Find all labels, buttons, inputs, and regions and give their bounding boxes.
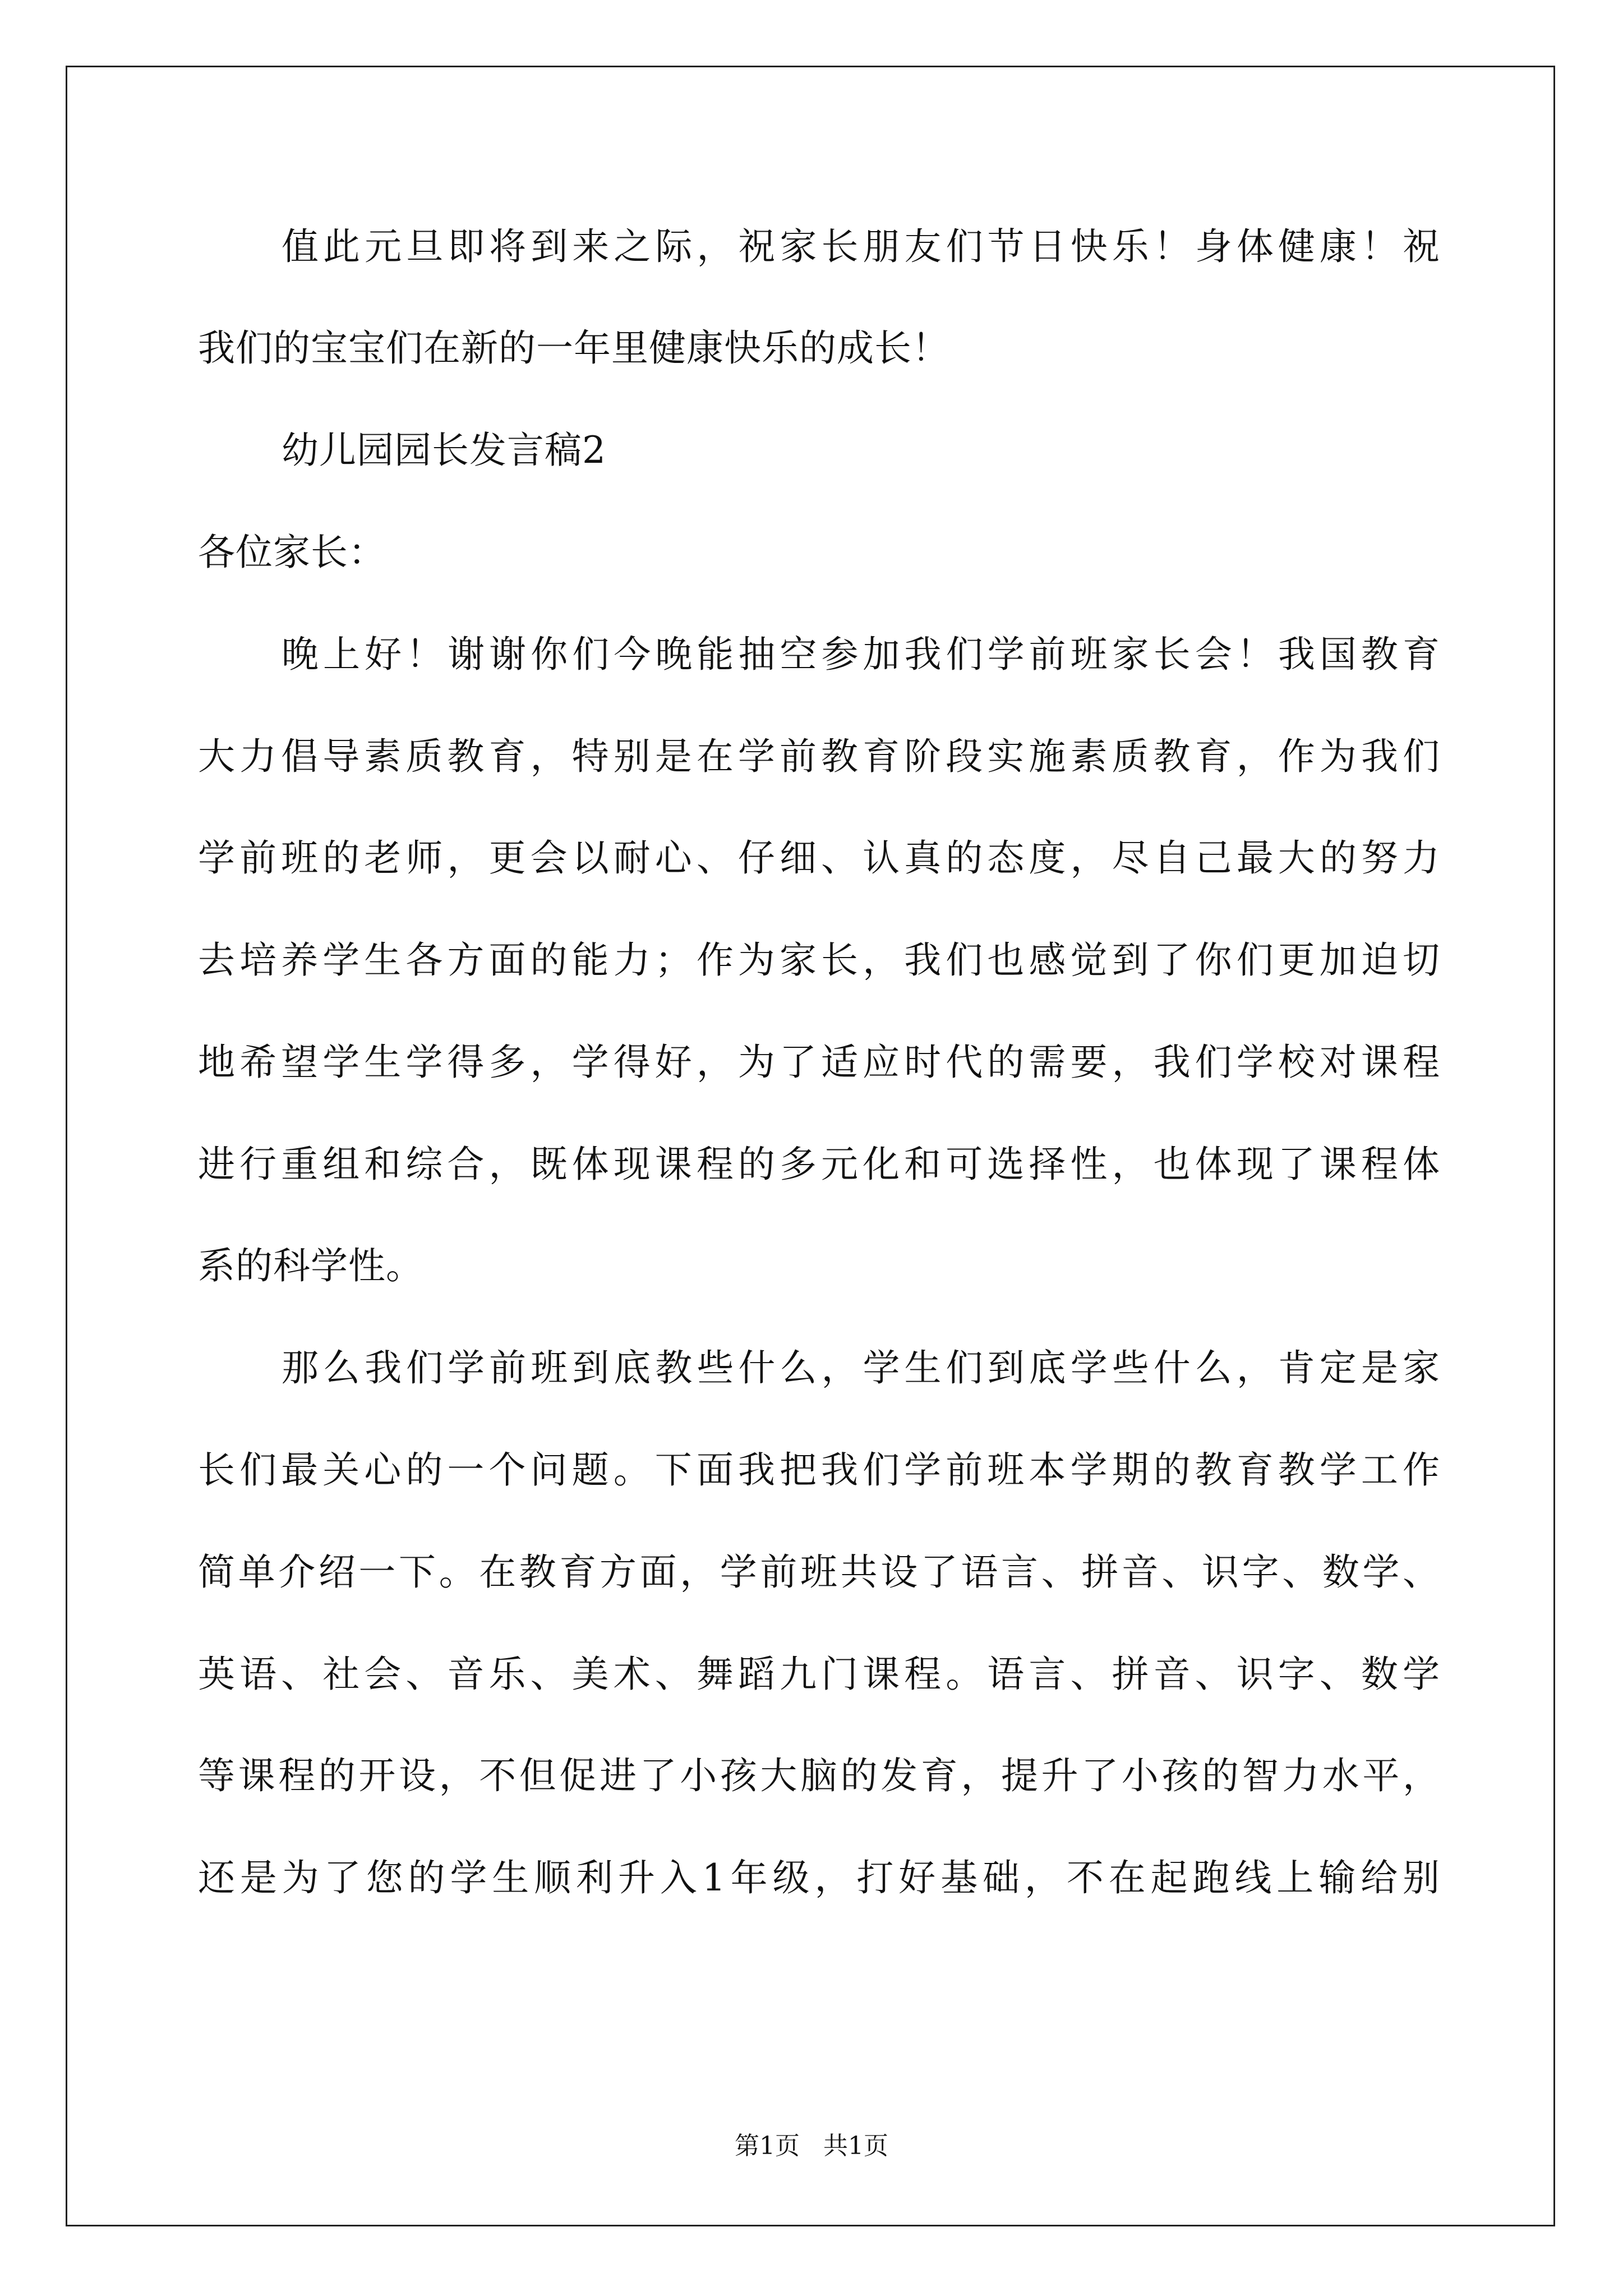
paragraph-line: 值此元旦即将到来之际，祝家长朋友们节日快乐！身体健康！祝 bbox=[282, 225, 1440, 268]
paragraph-line: 简单介绍一下。在教育方面，学前班共设了语言、拼音、识字、数学、 bbox=[198, 1550, 1440, 1594]
paragraph-line: 还是为了您的学生顺利升入1年级，打好基础，不在起跑线上输给别 bbox=[198, 1856, 1440, 1899]
paragraph-line: 进行重组和综合，既体现课程的多元化和可选择性，也体现了课程体 bbox=[198, 1143, 1440, 1186]
paragraph-line: 地希望学生学得多，学得好，为了适应时代的需要，我们学校对课程 bbox=[198, 1041, 1440, 1084]
paragraph-line: 去培养学生各方面的能力；作为家长，我们也感觉到了你们更加迫切 bbox=[198, 938, 1440, 982]
paragraph-line: 大力倡导素质教育，特别是在学前教育阶段实施素质教育，作为我们 bbox=[198, 735, 1440, 778]
paragraph-line: 系的科学性。 bbox=[198, 1244, 423, 1287]
paragraph-line: 英语、社会、音乐、美术、舞蹈九门课程。语言、拼音、识字、数学 bbox=[198, 1653, 1440, 1696]
page-number-footer: 第1页 共1页 bbox=[735, 2132, 888, 2160]
salutation: 各位家长： bbox=[198, 531, 386, 574]
paragraph-line: 那么我们学前班到底教些什么，学生们到底学些什么，肯定是家 bbox=[282, 1346, 1440, 1389]
paragraph-line: 长们最关心的一个问题。下面我把我们学前班本学期的教育教学工作 bbox=[198, 1448, 1440, 1492]
section-heading: 幼儿园园长发言稿2 bbox=[282, 429, 606, 472]
paragraph-line: 学前班的老师，更会以耐心、仔细、认真的态度，尽自己最大的努力 bbox=[198, 836, 1440, 880]
paragraph-line: 等课程的开设，不但促进了小孩大脑的发育，提升了小孩的智力水平， bbox=[198, 1754, 1440, 1797]
paragraph-line: 我们的宝宝们在新的一年里健康快乐的成长！ bbox=[198, 326, 949, 370]
paragraph-line: 晚上好！谢谢你们今晚能抽空参加我们学前班家长会！我国教育 bbox=[282, 633, 1440, 676]
